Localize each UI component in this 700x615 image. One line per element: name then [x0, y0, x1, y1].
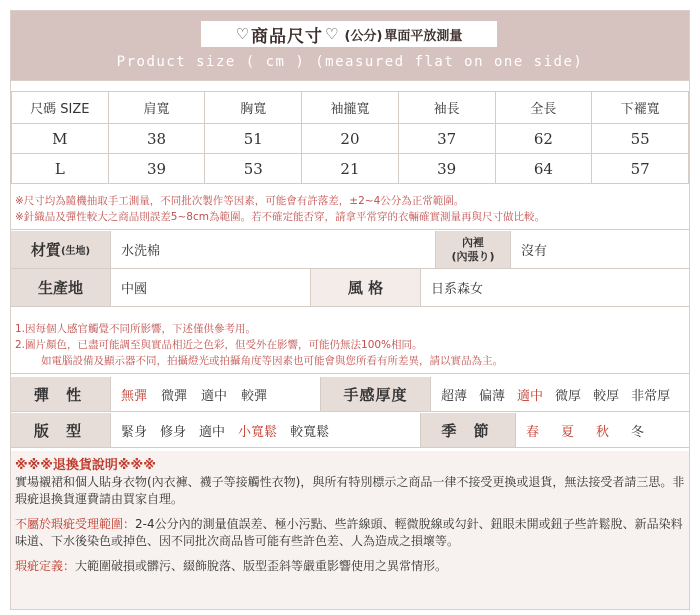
table-row	[12, 124, 689, 154]
page-subtitle: Product size ( cm ) (measured flat on one side)	[116, 54, 584, 70]
season-option: 春	[526, 424, 540, 440]
material-value: 水洗棉	[111, 231, 436, 268]
season-option: 秋	[596, 424, 610, 440]
color-notes	[11, 317, 689, 374]
elasticity-option: 微彈	[161, 388, 188, 404]
size-table	[11, 91, 689, 184]
fit-option: 小寬鬆	[238, 424, 278, 440]
feel-label: 手感厚度	[321, 377, 431, 411]
fit-label: 版 型	[11, 413, 111, 447]
note-line: 如電腦設備及顯示器不同，拍攝燈光或拍攝角度等因素也可能會與您所看有所差異，請以實品為主。	[41, 355, 503, 367]
material-label	[11, 231, 111, 268]
feel-option: 微厚	[555, 388, 582, 404]
table-cell: 55	[592, 124, 689, 154]
table-row	[12, 154, 689, 184]
feel-option: 偏薄	[479, 388, 506, 404]
table-cell: 51	[205, 124, 302, 154]
measure-note: 單面平放測量	[384, 28, 463, 44]
season-label: 季 節	[421, 413, 516, 447]
option-row-elasticity	[11, 377, 689, 412]
policy-text: 大範圍破損或髒污、綴飾脫落、版型歪斜等嚴重影響使用之異常情形。	[75, 559, 448, 573]
feel-options	[431, 377, 689, 411]
fit-options	[111, 413, 421, 447]
column-header: 下襬寬	[592, 92, 689, 124]
table-cell: 20	[302, 124, 399, 154]
feel-option: 超薄	[441, 388, 468, 404]
policy-paragraph: 實場襯裙和個人貼身衣物(內衣褲、襪子等接觸性衣物)，與所有特別標示之商品一律不接受更換或退貨，無法接受者請三思。非瑕疵退換貨運費請由買家自理。	[15, 475, 685, 506]
table-cell: 37	[398, 124, 495, 154]
fit-option: 修身	[160, 424, 187, 440]
header-banner	[11, 11, 689, 81]
size-chart-card	[10, 10, 690, 610]
style-label: 風 格	[311, 269, 421, 306]
elasticity-label: 彈 性	[11, 377, 111, 411]
note-line: ※尺寸均為隨機抽取手工測量，不同批次製作等因素，可能會有許落差，±2~4公分為正常範圍。	[15, 195, 465, 207]
lining-label-text: 內裡	[462, 235, 484, 249]
elasticity-option: 較彈	[241, 388, 268, 404]
style-value: 日系森女	[431, 282, 484, 297]
origin-value: 中國	[111, 269, 311, 306]
lining-label-sub: (內張り)	[451, 249, 495, 263]
page-title: 商品尺寸	[251, 26, 324, 47]
table-cell: 64	[495, 154, 592, 184]
note-line: 1.因每個人感官觸覺不同所影響，下述僅供參考用。	[15, 323, 257, 335]
table-cell: 53	[205, 154, 302, 184]
fit-option: 適中	[199, 424, 226, 440]
header-title-box	[201, 21, 497, 47]
lining-label	[436, 231, 511, 268]
origin-label: 生產地	[11, 269, 111, 306]
table-cell: 57	[592, 154, 689, 184]
column-header: 尺碼 SIZE	[12, 92, 109, 124]
season-option: 夏	[561, 424, 575, 440]
table-cell: L	[12, 154, 109, 184]
table-cell: 39	[398, 154, 495, 184]
elasticity-option: 無彈	[121, 388, 148, 404]
policy-label: 不屬於瑕疵受理範圍：	[15, 517, 136, 531]
elasticity-option: 適中	[201, 388, 228, 404]
column-header: 袖長	[398, 92, 495, 124]
feel-option: 適中	[517, 388, 544, 404]
policy-paragraph	[15, 516, 685, 550]
heart-icon: ♡	[325, 25, 339, 43]
policy-paragraph	[15, 558, 685, 575]
table-header-row	[12, 92, 689, 124]
table-cell: 21	[302, 154, 399, 184]
feel-option: 非常厚	[631, 388, 671, 404]
policy-text: 2-4公分內的測量值誤差、極小污點、些許線頭、輕微脫線或勾針、鈕眼未開或鈕子些許鬆脫、新品染料味道、下水後染色或掉色、因不同批次商品皆可能有些許色差、人為造成之損壞等。	[15, 517, 683, 548]
column-header: 全長	[495, 92, 592, 124]
info-row-origin	[11, 269, 689, 307]
policy-label: 瑕疵定義：	[15, 559, 76, 573]
table-cell: M	[12, 124, 109, 154]
column-header: 胸寬	[205, 92, 302, 124]
measurement-notes	[11, 189, 689, 230]
column-header: 袖攏寬	[302, 92, 399, 124]
feel-option: 較厚	[593, 388, 620, 404]
return-policy	[11, 451, 689, 609]
material-label-text: 材質	[30, 241, 61, 259]
table-cell: 39	[108, 154, 205, 184]
column-header: 肩寬	[108, 92, 205, 124]
fit-option: 緊身	[121, 424, 148, 440]
season-option: 冬	[631, 424, 645, 440]
season-options	[516, 413, 689, 447]
option-row-fit	[11, 413, 689, 448]
info-row-material	[11, 231, 689, 269]
material-label-sub: (生地)	[60, 246, 91, 257]
note-line: 2.圖片顏色，已盡可能調至與實品相近之色彩，但受外在影響，可能仍無法100%相同。	[15, 339, 423, 351]
note-line: ※針織品及彈性較大之商品則誤差5~8cm為範圍。若不確定能否穿，請拿平常穿的衣輛確實測量再與尺寸做比較。	[15, 211, 545, 223]
unit-label: (公分)	[344, 28, 383, 44]
lining-value: 沒有	[521, 244, 548, 259]
table-cell: 62	[495, 124, 592, 154]
fit-option: 較寬鬆	[290, 424, 330, 440]
elasticity-options	[111, 377, 321, 411]
heart-icon: ♡	[235, 25, 250, 43]
policy-title: ※※※退換貨說明※※※	[15, 458, 156, 473]
table-cell: 38	[108, 124, 205, 154]
